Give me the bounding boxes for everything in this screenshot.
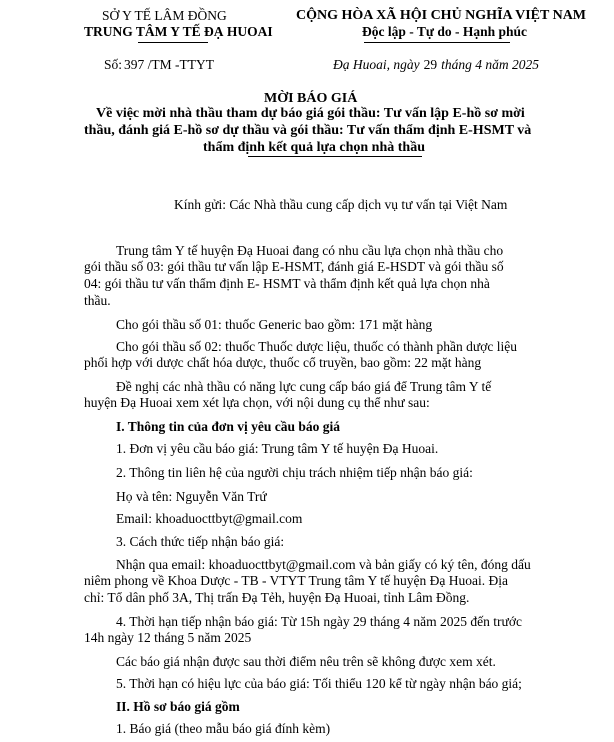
subject-line-3: thẩm định kết quả lựa chọn nhà thầu <box>203 140 425 155</box>
date-suffix: tháng 4 năm 2025 <box>441 57 539 72</box>
info-item-2: 2. Thông tin liên hệ của người chịu trách nhiệm tiếp nhận báo giá: <box>116 465 473 480</box>
receive-line-3: chỉ: Tổ dân phố 3A, Thị trấn Đạ Tẻh, huyện Đạ Huoai, tỉnh Lâm Đồng. <box>84 590 470 605</box>
document-number <box>104 57 214 73</box>
receive-line-2: niêm phong về Khoa Dược - TB - VTYT Trung tâm Y tế huyện Đạ Huoai. Địa <box>84 573 509 588</box>
document-item-1: 1. Báo giá (theo mẫu báo giá đính kèm) <box>116 721 331 736</box>
info-item-4-line-1: 4. Thời hạn tiếp nhận báo giá: Từ 15h ngày 29 tháng 4 năm 2025 đến trước <box>116 614 522 629</box>
intro-line-3: 04: gói thầu tư vấn thẩm định E- HSMT và thẩm định kết quả lựa chọn nhà <box>84 276 490 291</box>
document-heading: MỜI BÁO GIÁ <box>264 91 358 106</box>
subject-line-2: thầu, đánh giá E-hồ sơ dự thầu và gói thầu: Tư vấn thẩm định E-HSMT và <box>84 123 532 138</box>
subject-line-1: Về việc mời nhà thầu tham dự báo giá gói thầu: Tư vấn lập E-hồ sơ mời <box>96 106 525 121</box>
document-date <box>333 57 539 73</box>
document-number-value: 397 <box>124 57 145 72</box>
package-02-line-1: Cho gói thầu số 02: thuốc Thuốc dược liệu, thuốc có thành phần dược liệu <box>116 339 517 354</box>
greeting: Kính gửi: Các Nhà thầu cung cấp dịch vụ tư vấn tại Việt Nam <box>174 197 508 212</box>
national-motto: Độc lập - Tự do - Hạnh phúc <box>362 24 528 39</box>
org-divider <box>138 42 208 43</box>
contact-name: Họ và tên: Nguyễn Văn Trứ <box>116 489 267 504</box>
info-item-5: 5. Thời hạn có hiệu lực của báo giá: Tối thiểu 120 kể từ ngày nhận báo giá; <box>116 676 522 691</box>
subject-underline <box>248 156 422 157</box>
motto-divider <box>364 42 510 43</box>
intro-line-1: Trung tâm Y tế huyện Đạ Huoai đang có nhu cầu lựa chọn nhà thầu cho <box>116 243 504 258</box>
receive-line-1: Nhận qua email: khoaduocttbyt@gmail.com và bản giấy có ký tên, đóng dấu <box>116 557 531 572</box>
info-item-3: 3. Cách thức tiếp nhận báo giá: <box>116 534 285 549</box>
section-2-heading: II. Hồ sơ báo giá gồm <box>116 699 240 714</box>
issuing-authority: SỞ Y TẾ LÂM ĐỒNG <box>102 8 227 23</box>
date-day: 29 <box>423 57 438 72</box>
issuing-organization: TRUNG TÂM Y TẾ ĐẠ HUOAI <box>84 24 273 39</box>
contact-email: Email: khoaduocttbyt@gmail.com <box>116 511 303 526</box>
info-item-1: 1. Đơn vị yêu cầu báo giá: Trung tâm Y tế huyện Đạ Huoai. <box>116 441 439 456</box>
section-1-heading: I. Thông tin của đơn vị yêu cầu báo giá <box>116 419 341 434</box>
intro-line-2: gói thầu số 03: gói thầu tư vấn lập E-HSMT, đánh giá E-HSDT và gói thầu số <box>84 259 504 274</box>
national-title: CỘNG HÒA XÃ HỘI CHỦ NGHĨA VIỆT NAM <box>296 8 587 23</box>
document-number-suffix: /TM -TTYT <box>147 57 215 72</box>
date-prefix: Đạ Huoai, ngày <box>333 57 420 72</box>
intro-line-4: thầu. <box>84 293 111 308</box>
request-line-1: Đề nghị các nhà thầu có năng lực cung cấp báo giá để Trung tâm Y tế <box>116 379 492 394</box>
package-01: Cho gói thầu số 01: thuốc Generic bao gồm: 171 mặt hàng <box>116 317 433 332</box>
package-02-line-2: phối hợp với dược chất hóa dược, thuốc cổ truyền, bao gồm: 22 mặt hàng <box>84 355 482 370</box>
info-item-4-line-2: 14h ngày 12 tháng 5 năm 2025 <box>84 630 252 645</box>
request-line-2: huyện Đạ Huoai xem xét lựa chọn, với nội dung cụ thể như sau: <box>84 395 430 410</box>
document-number-prefix: Số: <box>104 57 123 72</box>
late-note: Các báo giá nhận được sau thời điểm nêu trên sẽ không được xem xét. <box>116 654 496 669</box>
